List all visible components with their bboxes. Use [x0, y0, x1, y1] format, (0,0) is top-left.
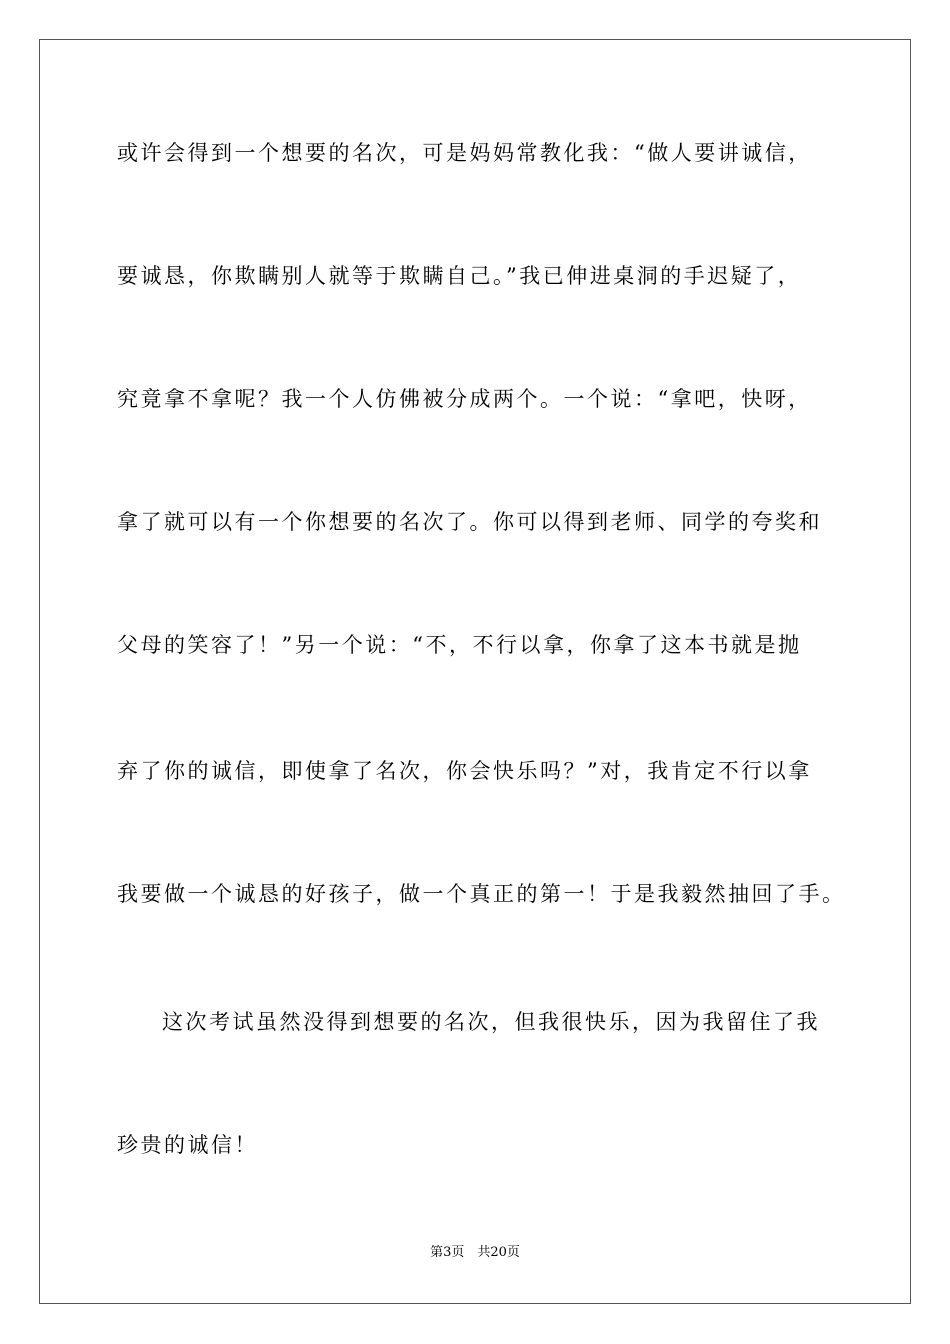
body-text-line: 究竟拿不拿呢？我一个人仿佛被分成两个。一个说：“拿吧，快呀，	[117, 387, 812, 411]
paragraph-first-line: 这次考试虽然没得到想要的名次，但我很快乐，因为我留住了我	[162, 1010, 820, 1034]
page-border	[39, 39, 911, 1304]
body-text-line: 珍贵的诚信！	[117, 1133, 258, 1157]
body-text-line: 弃了你的诚信，即使拿了名次，你会快乐吗？”对，我肯定不行以拿	[117, 759, 812, 783]
body-text-line: 要诚恳，你欺瞒别人就等于欺瞒自己。”我已伸进桌洞的手迟疑了，	[117, 264, 802, 288]
body-text-line: 或许会得到一个想要的名次，可是妈妈常教化我：“做人要讲诚信，	[117, 141, 812, 165]
body-text-line: 拿了就可以有一个你想要的名次了。你可以得到老师、同学的夸奖和	[117, 510, 822, 534]
body-text-line: 父母的笑容了！”另一个说：“不，不行以拿，你拿了这本书就是抛	[117, 633, 802, 657]
body-text-line: 我要做一个诚恳的好孩子，做一个真正的第一！于是我毅然抽回了手。	[117, 882, 846, 906]
page-number-footer: 第3页 共20页	[430, 1245, 520, 1260]
